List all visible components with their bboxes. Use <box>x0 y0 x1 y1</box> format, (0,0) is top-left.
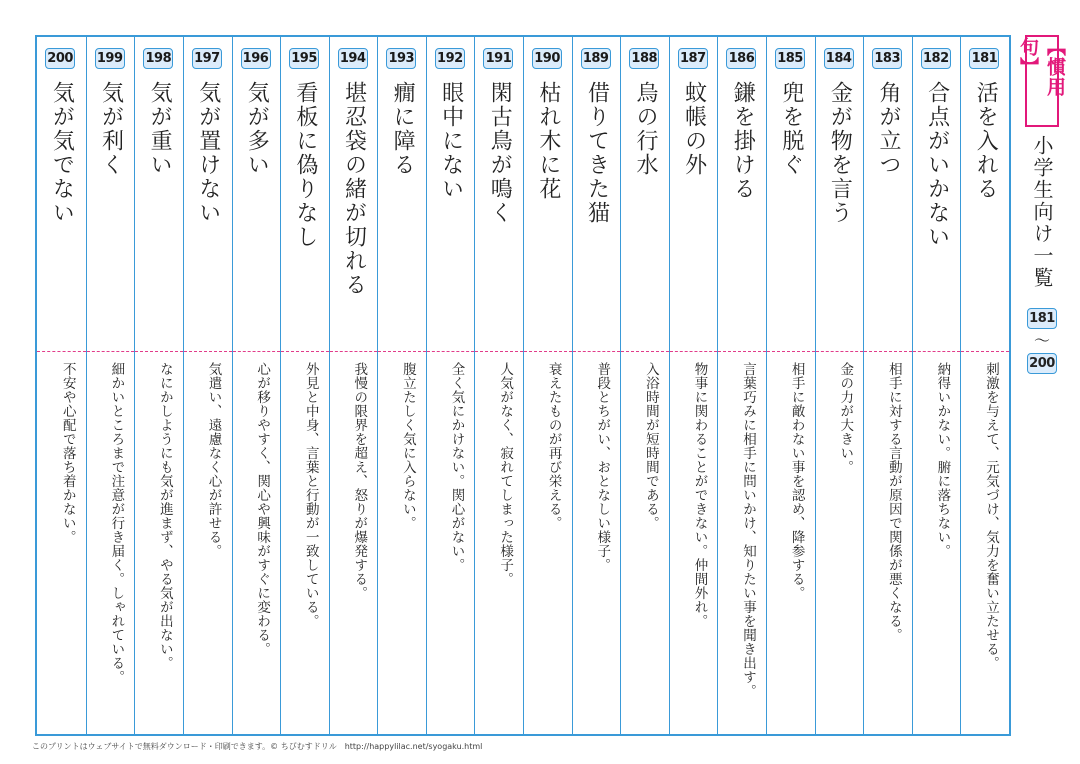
dashed-divider <box>87 351 135 352</box>
idiom-text: 借りてきた猫 <box>584 81 610 225</box>
range-end: 200 <box>1027 353 1057 374</box>
dashed-divider <box>427 351 475 352</box>
dashed-divider <box>816 351 864 352</box>
idiom-column <box>960 37 1009 734</box>
idiom-number: 188 <box>629 48 659 69</box>
idiom-column <box>572 37 621 734</box>
category-badge: 【慣用句】 <box>1025 35 1059 127</box>
idiom-column <box>669 37 718 734</box>
dashed-divider <box>135 351 183 352</box>
idiom-text: 気が重い <box>147 81 173 177</box>
idiom-column <box>815 37 864 734</box>
idiom-text: 金が物を言う <box>827 81 853 225</box>
dashed-divider <box>378 351 426 352</box>
idiom-text: 眼中にない <box>438 81 464 201</box>
idiom-text: 角が立つ <box>876 81 902 177</box>
idiom-meaning: 不安や心配で落ち着かない。 <box>59 362 76 544</box>
idiom-meaning: 心が移りやすく、関心や興味がすぐに変わる。 <box>254 362 271 656</box>
idiom-text: 気が気でない <box>49 81 75 225</box>
page-title: 小学生向け一覧 <box>1030 135 1054 289</box>
idiom-column <box>134 37 183 734</box>
dashed-divider <box>233 351 281 352</box>
idiom-text: 烏の行水 <box>633 81 659 177</box>
dashed-divider <box>961 351 1009 352</box>
idiom-meaning: 納得いかない。腑に落ちない。 <box>934 362 951 558</box>
dashed-divider <box>573 351 621 352</box>
idiom-number: 198 <box>143 48 173 69</box>
dashed-divider <box>184 351 232 352</box>
idiom-column <box>37 37 86 734</box>
range-start: 181 <box>1027 308 1057 329</box>
idiom-column <box>474 37 523 734</box>
dashed-divider <box>330 351 378 352</box>
idiom-meaning: 全く気にかけない。関心がない。 <box>448 362 465 572</box>
idiom-text: 兜を脱ぐ <box>778 81 804 177</box>
idiom-column <box>280 37 329 734</box>
idiom-text: 癇に障る <box>390 81 416 177</box>
idiom-number: 191 <box>483 48 513 69</box>
dashed-divider <box>864 351 912 352</box>
idiom-text: 活を入れる <box>973 81 999 201</box>
idiom-meaning: 外見と中身、言葉と行動が一致している。 <box>302 362 319 628</box>
idiom-number: 197 <box>192 48 222 69</box>
idiom-meaning: 衰えたものが再び栄える。 <box>545 362 562 530</box>
idiom-meaning: 言葉巧みに相手に問いかけ、知りたい事を聞き出す。 <box>740 362 757 698</box>
idiom-column <box>232 37 281 734</box>
idiom-meaning: 物事に関わることができない。仲間外れ。 <box>691 362 708 628</box>
footer-credit: このプリントはウェブサイトで無料ダウンロード・印刷できます。© ちびむすドリル http://happylilac.net/syogaku.html <box>32 742 483 751</box>
idiom-number: 200 <box>45 48 75 69</box>
idiom-number: 182 <box>921 48 951 69</box>
idiom-number: 192 <box>435 48 465 69</box>
idiom-number: 189 <box>581 48 611 69</box>
idiom-column <box>329 37 378 734</box>
sheet-header <box>1017 35 1066 395</box>
idiom-text: 気が利く <box>98 81 124 177</box>
idiom-number: 183 <box>872 48 902 69</box>
idiom-meaning: 入浴時間が短時間である。 <box>642 362 659 530</box>
dashed-divider <box>621 351 669 352</box>
idiom-number: 196 <box>241 48 271 69</box>
dashed-divider <box>718 351 766 352</box>
dashed-divider <box>767 351 815 352</box>
idiom-column <box>766 37 815 734</box>
idiom-number: 186 <box>726 48 756 69</box>
idiom-number: 187 <box>678 48 708 69</box>
range-separator: 〜 <box>1033 331 1050 350</box>
idiom-column <box>912 37 961 734</box>
idiom-number: 194 <box>338 48 368 69</box>
dashed-divider <box>37 351 86 352</box>
idiom-table <box>35 35 1011 736</box>
idiom-meaning: なにかしようにも気が進まず、やる気が出ない。 <box>156 362 173 670</box>
dashed-divider <box>913 351 961 352</box>
idiom-number: 193 <box>386 48 416 69</box>
idiom-meaning: 金の力が大きい。 <box>837 362 854 474</box>
dashed-divider <box>281 351 329 352</box>
idiom-meaning: 刺激を与えて、元気づけ、気力を奮い立たせる。 <box>983 362 999 670</box>
dashed-divider <box>670 351 718 352</box>
idiom-meaning: 気遣い、遠慮なく心が許せる。 <box>205 362 222 558</box>
idiom-meaning: 相手に敵わない事を認め、降参する。 <box>788 362 805 600</box>
idiom-number: 190 <box>532 48 562 69</box>
dashed-divider <box>524 351 572 352</box>
idiom-meaning: 腹立たしく気に入らない。 <box>399 362 416 530</box>
idiom-text: 合点がいかない <box>924 81 950 249</box>
idiom-column <box>717 37 766 734</box>
dashed-divider <box>475 351 523 352</box>
idiom-text: 蚊帳の外 <box>681 81 707 177</box>
idiom-meaning: 細かいところまで注意が行き届く。しゃれている。 <box>108 362 125 684</box>
idiom-meaning: 普段とちがい、おとなしい様子。 <box>594 362 611 572</box>
idiom-column <box>523 37 572 734</box>
idiom-column <box>377 37 426 734</box>
idiom-column <box>863 37 912 734</box>
idiom-text: 閑古鳥が鳴く <box>487 81 513 225</box>
idiom-text: 気が多い <box>244 81 270 177</box>
idiom-number: 184 <box>824 48 854 69</box>
idiom-meaning: 相手に対する言動が原因で関係が悪くなる。 <box>885 362 902 642</box>
idiom-number: 195 <box>289 48 319 69</box>
idiom-text: 看板に偽りなし <box>292 81 318 249</box>
idiom-column <box>620 37 669 734</box>
idiom-text: 気が置けない <box>195 81 221 225</box>
idiom-text: 鎌を掛ける <box>730 81 756 201</box>
idiom-text: 堪忍袋の緒が切れる <box>341 81 367 297</box>
idiom-column <box>86 37 135 734</box>
idiom-meaning: 人気がなく、寂れてしまった様子。 <box>497 362 514 586</box>
idiom-column <box>183 37 232 734</box>
idiom-number: 185 <box>775 48 805 69</box>
idiom-number: 181 <box>969 48 999 69</box>
idiom-number: 199 <box>95 48 125 69</box>
idiom-meaning: 我慢の限界を超え、怒りが爆発する。 <box>351 362 368 600</box>
idiom-column <box>426 37 475 734</box>
idiom-text: 枯れ木に花 <box>535 81 561 201</box>
